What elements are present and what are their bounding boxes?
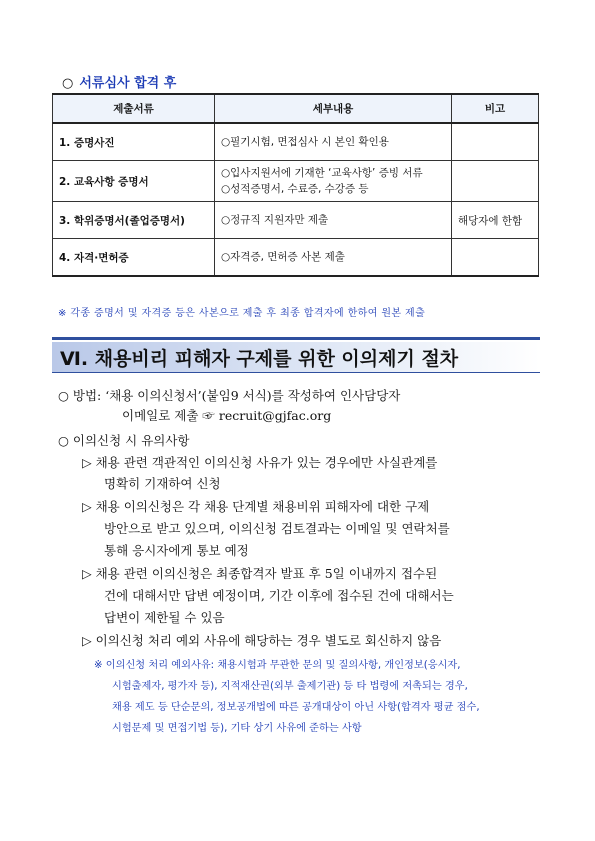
row-remark: [452, 239, 539, 277]
table-row: [53, 202, 539, 239]
row-detail: [215, 202, 452, 239]
caution-item-line: ▷ 이의신청 처리 예외 사유에 해당하는 경우 별도로 회신하지 않음: [82, 633, 442, 648]
exception-note-line: 채용 제도 등 단순문의, 정보공개법에 따른 공개대상이 아닌 사항(합격자 평균 점수,: [112, 702, 480, 713]
circle-bullet: ○: [62, 76, 74, 91]
caution-item-line: ▷ 채용 관련 이의신청은 최종합격자 발표 후 5일 이내까지 접수된: [82, 566, 438, 581]
row-document-name: 1. 증명사진: [53, 123, 215, 161]
section-banner: [52, 337, 540, 373]
method-line: ○ 방법: ‘채용 이의신청서’(붙임9 서식)를 작성하여 인사담당자: [58, 388, 401, 403]
detail-line: ○성적증명서, 수료증, 수강증 등: [221, 183, 369, 195]
header-remarks: 비고: [452, 94, 539, 123]
detail-line: ○자격증, 면허증 사본 제출: [221, 251, 345, 263]
row-detail: [215, 239, 452, 277]
caution-item-line: 방안으로 받고 있으며, 이의신청 검토결과는 이메일 및 연락처를: [104, 521, 450, 536]
row-remark: [452, 161, 539, 202]
documents-table: [52, 93, 539, 277]
copy-submission-note: ※ 각종 증명서 및 자격증 등은 사본으로 제출 후 최종 합격자에 한하여 원본 제출: [58, 308, 426, 319]
exception-note-line: ※ 이의신청 처리 예외사유: 채용시험과 무관한 문의 및 질의사항, 개인정보(응시자,: [94, 660, 461, 671]
section-title: 서류심사 합격 후: [79, 76, 177, 91]
banner-top-rule: [52, 337, 540, 340]
method-email-line: 이메일로 제출 ☞ recruit@gjfac.org: [122, 408, 332, 423]
caution-item-line: 건에 대해서만 답변 예정이며, 기간 이후에 접수된 건에 대해서는: [104, 588, 454, 603]
caution-item-line: 명확히 기재하여 신청: [104, 476, 221, 491]
header-details: 세부내용: [215, 94, 452, 123]
row-remark: 해당자에 한함: [452, 202, 539, 239]
row-detail: [215, 161, 452, 202]
header-documents: 제출서류: [53, 94, 215, 123]
row-detail: [215, 123, 452, 161]
exception-note-line: 시험문제 및 면접기법 등), 기타 상기 사유에 준하는 사항: [112, 723, 362, 734]
caution-item-line: 답변이 제한될 수 있음: [104, 610, 225, 625]
detail-line: ○입사지원서에 기재한 ‘교육사항’ 증빙 서류: [221, 167, 423, 179]
caution-item-line: 통해 응시자에게 통보 예정: [104, 543, 249, 558]
row-document-name: 3. 학위증명서(졸업증명서): [53, 202, 215, 239]
row-remark: [452, 123, 539, 161]
table-header-row: [53, 94, 539, 123]
row-document-name: 4. 자격·면허증: [53, 239, 215, 277]
table-row: [53, 161, 539, 202]
table-row: [53, 239, 539, 277]
caution-heading: ○ 이의신청 시 유의사항: [58, 433, 190, 448]
detail-line: ○정규직 지원자만 제출: [221, 214, 329, 226]
detail-line: ○필기시험, 면접심사 시 본인 확인용: [221, 136, 389, 148]
section-heading: [62, 72, 176, 91]
banner-title: Ⅵ. 채용비리 피해자 구제를 위한 이의제기 절차: [60, 348, 459, 370]
exception-note-line: 시험출제자, 평가자 등), 지적재산권(외부 출제기관) 등 타 법령에 저촉되는 경우,: [112, 681, 468, 692]
table-row: [53, 123, 539, 161]
row-document-name: 2. 교육사항 증명서: [53, 161, 215, 202]
caution-item-line: ▷ 채용 이의신청은 각 채용 단계별 채용비위 피해자에 대한 구제: [82, 499, 430, 514]
caution-item-line: ▷ 채용 관련 객관적인 이의신청 사유가 있는 경우에만 사실관계를: [82, 455, 438, 470]
banner-bottom-rule: [52, 372, 540, 373]
